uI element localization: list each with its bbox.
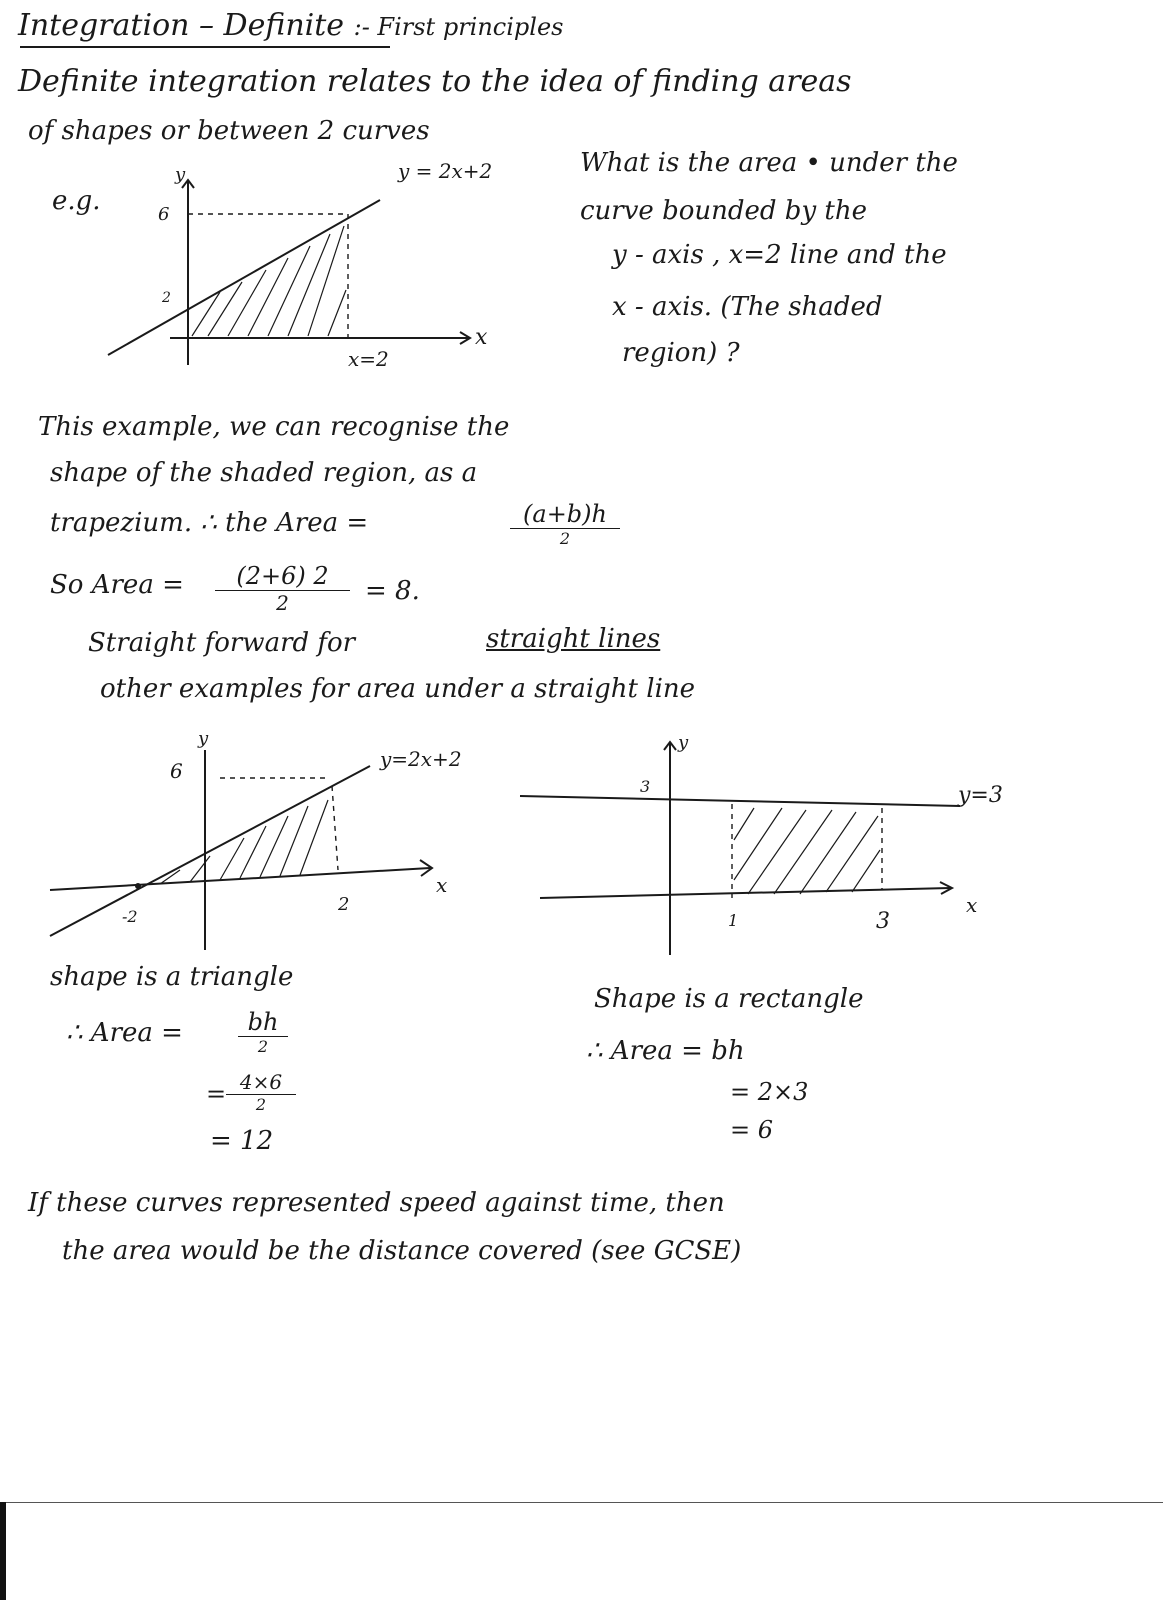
question-line-1: What is the area • under the [580,148,958,178]
graph-2-hatching [160,800,328,884]
triangle-calc-numerator: 4×6 [239,1070,283,1094]
title-main: Integration – Definite [18,8,345,43]
graph-1-x-line-label: x=2 [348,347,389,371]
trapezium-formula [510,500,620,548]
graph-3-rectangle [520,730,1080,960]
graph-2-x-tick-2: 2 [338,894,350,915]
graph-1-hatching [192,226,346,336]
graph-2-triangle [40,730,540,960]
eg-label: e.g. [52,186,101,216]
question-line-4: x - axis. (The shaded [612,292,883,322]
area-prefix: So Area = [50,570,184,600]
graph-1-y-tick-6: 6 [158,204,170,225]
trapezium-formula-numerator: (a+b)h [523,500,607,528]
graph-2-x-axis [50,868,430,890]
triangle-area-prefix: ∴ Area = [66,1018,183,1048]
graph-2-equation: y=2x+2 [380,747,462,771]
graph-3-equation: y=3 [958,783,1003,808]
question-line-5: region) ? [622,338,740,368]
straight-forward-text: Straight forward for [88,628,356,658]
triangle-heading: shape is a triangle [50,962,294,992]
graph-2-line [50,766,370,936]
graph-3-y-tick-3: 3 [640,777,651,796]
question-line-2: curve bounded by the [580,196,867,226]
rectangle-heading: Shape is a rectangle [594,984,864,1014]
graph-3-y-label: y [678,732,689,753]
graph-2-dash-vertical [332,786,338,870]
other-examples-text: other examples for area under a straight line [100,674,696,704]
graph-3-x-tick-3: 3 [876,909,890,934]
scan-edge-bar [0,1502,6,1600]
triangle-formula [238,1008,288,1056]
explanation-line-2: shape of the shaded region, as a [50,458,478,488]
conclusion-line-1: If these curves represented speed against time, then [28,1188,725,1218]
graph-3-x-tick-1: 1 [728,911,739,930]
explanation-line-3: trapezium. ∴ the Area = [50,508,369,538]
trapezium-formula-denominator: 2 [510,528,620,548]
title-underline [20,46,390,48]
graph-1-trapezium [80,140,600,400]
triangle-calc-fraction [226,1070,296,1114]
straight-lines-underlined: straight lines [486,624,661,654]
graph-2-intercept-dot [135,883,141,889]
graph-1-equation: y = 2x+2 [398,159,493,183]
graph-2-y-tick-6: 6 [170,759,183,783]
intro-line-2: of shapes or between 2 curves [28,116,430,146]
graph-2-x-tick-neg2: -2 [122,907,138,926]
area-numerator: (2+6) 2 [236,562,329,590]
triangle-calc-equals: = [206,1080,227,1108]
triangle-result: = 12 [210,1126,274,1156]
triangle-formula-denominator: 2 [238,1036,288,1056]
graph-1-y-tick-2: 2 [162,290,171,306]
conclusion-line-2: the area would be the distance covered (see GCSE) [62,1236,742,1266]
graph-1-line [108,200,380,355]
graph-2-x-label: x [436,873,448,897]
rectangle-area-line: ∴ Area = bh [586,1036,745,1066]
graph-3-x-axis [540,888,950,898]
graph-1-y-label: y [175,164,186,185]
page-title [18,8,563,43]
title-subtitle: :- First principles [353,13,564,41]
question-line-3: y - axis , x=2 line and the [612,240,947,270]
graph-3-line-y3 [520,796,960,806]
explanation-line-1: This example, we can recognise the [38,412,510,442]
scan-edge-line [0,1502,1163,1503]
area-denominator: 2 [215,590,350,615]
graph-1-x-label: x [475,325,488,350]
triangle-formula-numerator: bh [247,1008,279,1036]
intro-line-1: Definite integration relates to the idea of finding areas [18,64,852,99]
rectangle-result: = 6 [730,1116,774,1144]
rectangle-calc: = 2×3 [730,1078,809,1106]
graph-3-hatching [734,808,880,894]
graph-3-x-label: x [966,893,978,917]
area-result: = 8. [365,576,420,606]
triangle-calc-denominator: 2 [226,1094,296,1114]
graph-2-y-label: y [198,728,209,749]
area-fraction [215,562,350,615]
